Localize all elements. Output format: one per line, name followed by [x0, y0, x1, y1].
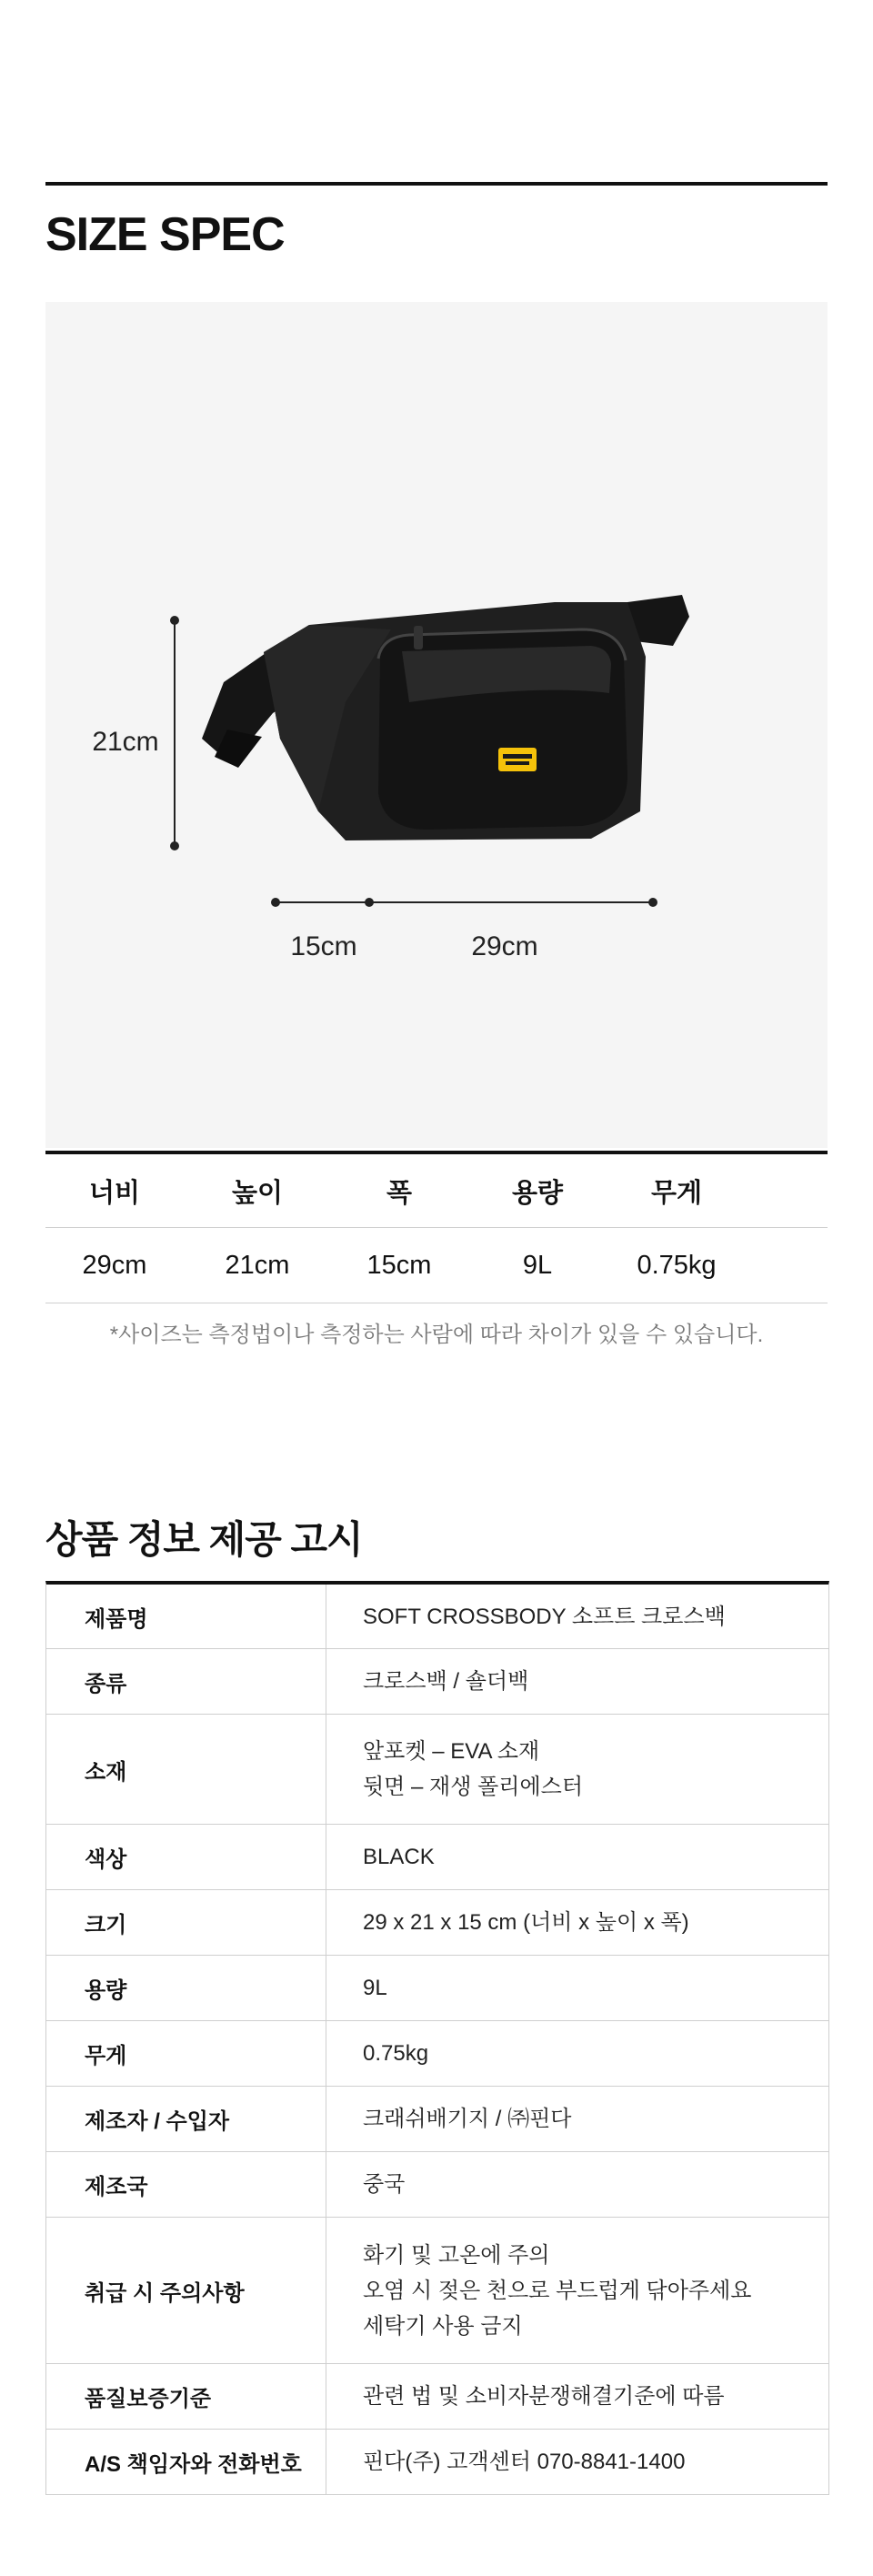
info-label: 크기 [46, 1890, 326, 1955]
info-label: 무게 [46, 2021, 326, 2086]
size-spec-title: SIZE SPEC [45, 208, 285, 261]
spec-header-height: 높이 [231, 1178, 284, 1208]
info-value-line: 크로스백 / 숄더백 [363, 1669, 529, 1694]
info-value [326, 2087, 828, 2151]
info-value [326, 2218, 828, 2363]
info-value [326, 2021, 828, 2086]
product-info-title: 상품 정보 제공 고시 [45, 1518, 363, 1561]
height-dimension-line [170, 616, 179, 850]
info-value [326, 2364, 828, 2429]
info-label: 소재 [46, 1715, 326, 1824]
depth-label: 15cm [290, 931, 357, 961]
info-value-line: 핀다(주) 고객센터 070-8841-1400 [363, 2450, 686, 2474]
spec-header-depth: 폭 [386, 1178, 412, 1208]
spec-value-width: 29cm [82, 1250, 147, 1280]
info-row-care [46, 2218, 828, 2364]
info-label: 품질보증기준 [46, 2364, 326, 2429]
info-row-product-name [46, 1585, 828, 1649]
info-value [326, 1649, 828, 1714]
width-dimension-line [271, 898, 657, 907]
info-row-size [46, 1890, 828, 1956]
info-value [326, 1956, 828, 2020]
info-value [326, 2152, 828, 2217]
product-photo [45, 302, 828, 1148]
spec-value-capacity: 9L [522, 1250, 553, 1280]
size-spec-value-row [45, 1228, 828, 1303]
info-value-line: BLACK [363, 1845, 435, 1869]
info-value-line: 29 x 21 x 15 cm (너비 x 높이 x 폭) [363, 1910, 689, 1935]
info-value-line: 화기 및 고온에 주의 [363, 2242, 550, 2268]
info-row-type [46, 1649, 828, 1715]
size-spec-table [45, 1151, 828, 1303]
crossbody-bag-image [202, 595, 689, 840]
spec-value-depth: 15cm [366, 1250, 432, 1280]
info-value [326, 1585, 828, 1648]
brand-logo-badge [498, 748, 537, 771]
info-label: 용량 [46, 1956, 326, 2020]
spec-header-width: 너비 [88, 1178, 141, 1208]
size-spec-header-row [45, 1151, 828, 1228]
spec-value-weight: 0.75kg [637, 1250, 717, 1280]
info-label: 제품명 [46, 1585, 326, 1648]
info-row-quality [46, 2364, 828, 2430]
info-value-line: 크래쉬배기지 / ㈜핀다 [363, 2107, 572, 2131]
product-info-table [45, 1581, 829, 2495]
info-value-line: 오염 시 젖은 천으로 부드럽게 닦아주세요 [363, 2278, 752, 2303]
spec-value-height: 21cm [225, 1250, 290, 1280]
info-value [326, 1715, 828, 1824]
info-label: A/S 책임자와 전화번호 [46, 2430, 326, 2494]
section-top-rule [45, 182, 828, 186]
info-value-line: 중국 [363, 2172, 406, 2197]
info-row-color [46, 1825, 828, 1890]
info-value [326, 2430, 828, 2494]
info-value [326, 1890, 828, 1955]
spec-header-weight: 무게 [650, 1178, 703, 1208]
info-value-line: 0.75kg [363, 2041, 429, 2066]
info-value [326, 1825, 828, 1889]
info-label: 종류 [46, 1649, 326, 1714]
info-value-line: SOFT CROSSBODY 소프트 크로스백 [363, 1604, 726, 1629]
info-value-line: 9L [363, 1976, 387, 2000]
info-row-weight [46, 2021, 828, 2087]
info-label: 제조국 [46, 2152, 326, 2217]
info-label: 색상 [46, 1825, 326, 1889]
info-value-line: 관련 법 및 소비자분쟁해결기준에 따름 [363, 2384, 725, 2409]
info-value-line: 세탁기 사용 금지 [363, 2313, 523, 2339]
spec-header-capacity: 용량 [511, 1178, 564, 1208]
info-label: 취급 시 주의사항 [46, 2218, 326, 2363]
info-value-line: 뒷면 – 재생 폴리에스터 [363, 1775, 584, 1799]
info-row-material [46, 1715, 828, 1825]
width-label: 29cm [471, 931, 538, 961]
info-label: 제조자 / 수입자 [46, 2087, 326, 2151]
info-row-origin [46, 2152, 828, 2218]
size-disclaimer-note: *사이즈는 측정법이나 측정하는 사람에 따라 차이가 있을 수 있습니다. [109, 1323, 764, 1347]
height-label: 21cm [92, 727, 159, 757]
info-row-capacity [46, 1956, 828, 2021]
info-row-as-contact [46, 2430, 828, 2495]
info-row-manufacturer [46, 2087, 828, 2152]
info-value-line: 앞포켓 – EVA 소재 [363, 1739, 540, 1764]
